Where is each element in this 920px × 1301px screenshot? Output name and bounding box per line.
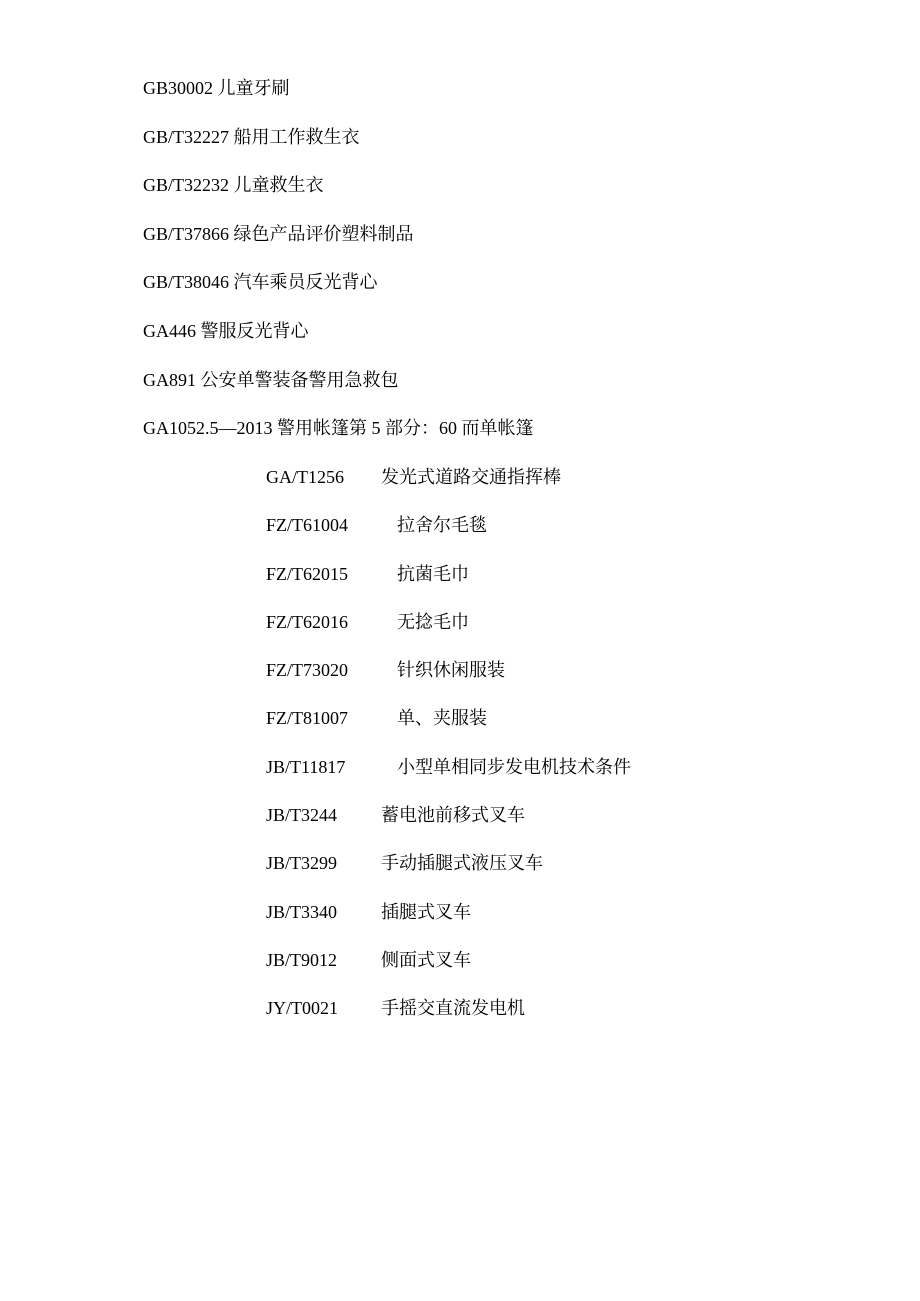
standard-code: FZ/T62015: [266, 563, 349, 584]
table-row: [266, 755, 631, 803]
standard-name: 插腿式叉车: [381, 901, 471, 922]
table-row: [266, 851, 631, 899]
table-row: [266, 900, 631, 948]
standard-name: 手动插腿式液压叉车: [381, 853, 543, 874]
standards-table: [266, 465, 631, 1045]
table-row: [266, 658, 631, 706]
standard-name: 针织休闲服装: [397, 660, 505, 681]
standard-code: JB/T3340: [266, 901, 338, 922]
list-item: GB/T32227 船用工作救生衣: [143, 126, 360, 147]
standard-code: FZ/T73020: [266, 660, 349, 681]
standard-code: JB/T3244: [266, 805, 338, 826]
table-row: [266, 513, 631, 561]
standard-code: JB/T11817: [266, 756, 346, 777]
list-item: GB/T32232 儿童救生衣: [143, 175, 324, 196]
list-item: GB/T38046 汽车乘员反光背心: [143, 272, 378, 293]
standard-name: 单、夹服装: [397, 708, 487, 729]
standard-name: 蓄电池前移式叉车: [381, 805, 525, 826]
standards-list: [143, 76, 534, 465]
standard-code: JB/T3299: [266, 853, 338, 874]
table-row: [266, 996, 631, 1044]
standard-code: GA/T1256: [266, 467, 344, 487]
standard-name: 无捻毛巾: [397, 611, 469, 632]
list-item: GA891 公安单警装备警用急救包: [143, 369, 399, 390]
standard-code: JY/T0021: [266, 998, 338, 1019]
list-item: GA1052.5—2013 警用帐篷第 5 部分：60 而单帐篷: [143, 418, 534, 439]
list-item: GB30002 儿童牙刷: [143, 78, 290, 98]
table-row: [266, 562, 631, 610]
standard-name: 小型单相同步发电机技术条件: [397, 756, 631, 777]
standard-code: FZ/T81007: [266, 708, 349, 729]
table-row: [266, 803, 631, 851]
standard-name: 拉舍尔毛毯: [397, 515, 487, 536]
standard-code: JB/T9012: [266, 949, 338, 970]
table-row: [266, 948, 631, 996]
list-item: GB/T37866 绿色产品评价塑料制品: [143, 223, 414, 244]
standard-name: 手摇交直流发电机: [381, 998, 525, 1019]
standard-name: 发光式道路交通指挥棒: [381, 467, 561, 487]
standard-name: 抗菌毛巾: [397, 563, 469, 584]
standard-name: 侧面式叉车: [381, 949, 471, 970]
standard-code: FZ/T62016: [266, 611, 349, 632]
table-row: [266, 465, 631, 513]
table-row: [266, 706, 631, 754]
standard-code: FZ/T61004: [266, 515, 349, 536]
list-item: GA446 警服反光背心: [143, 320, 309, 341]
table-row: [266, 610, 631, 658]
